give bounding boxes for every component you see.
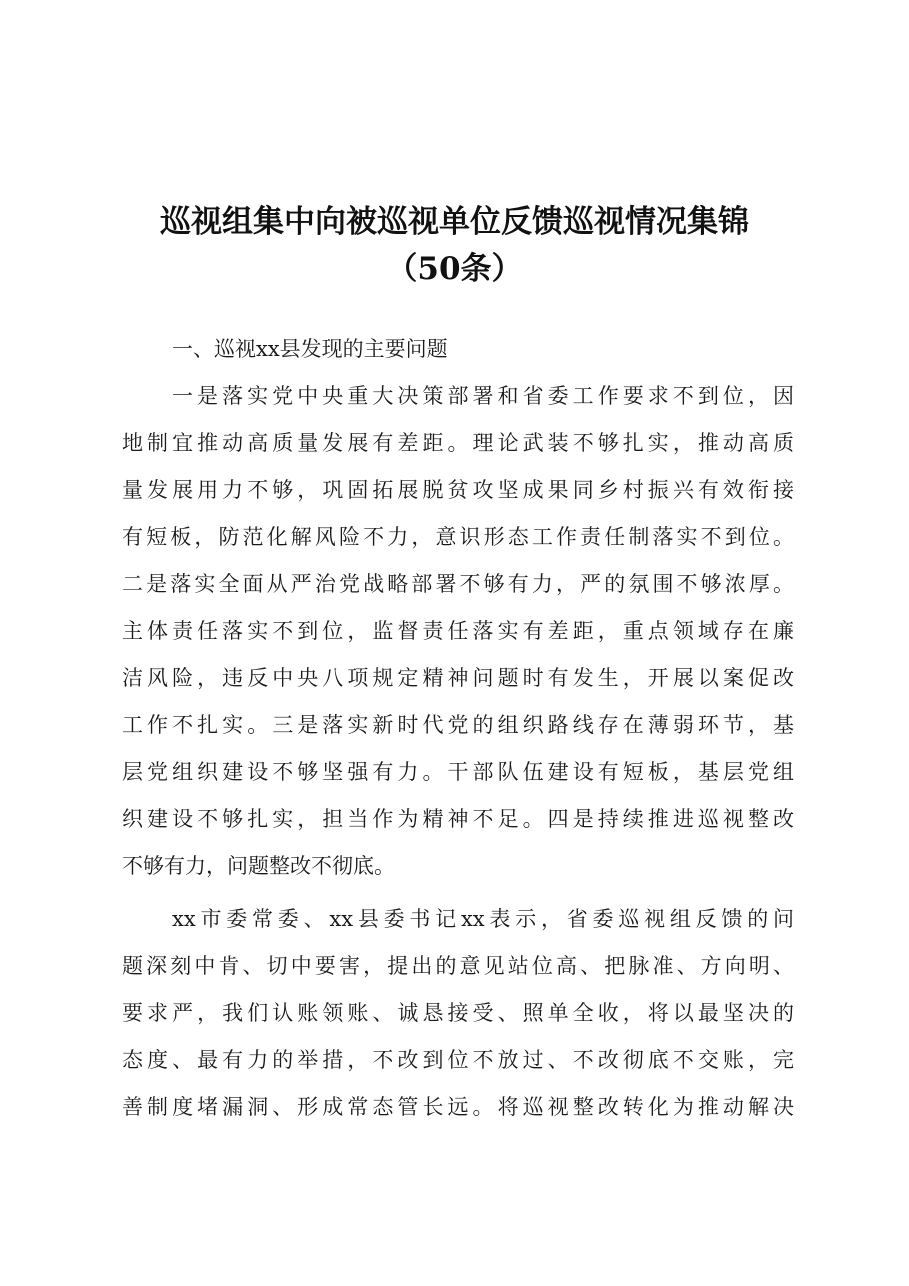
- paragraph-line: 洁风险，违反中央八项规定精神问题时有发生，开展以案促改: [122, 666, 794, 690]
- document-title: 巡视组集中向被巡视单位反馈巡视情况集锦: [160, 204, 749, 240]
- paragraph-line: 态度、最有力的举措，不改到位不放过、不改彻底不交账，完: [122, 1048, 794, 1072]
- paragraph-line: 织建设不够扎实，担当作为精神不足。四是持续推进巡视整改: [122, 807, 794, 831]
- paragraph-line: 要求严，我们认账领账、诚恳接受、照单全收，将以最坚决的: [122, 1001, 794, 1025]
- document-subtitle: （50条）: [386, 251, 523, 287]
- paragraph-line: 层党组织建设不够坚强有力。干部队伍建设有短板，基层党组: [122, 760, 794, 784]
- paragraph-line: 不够有力，问题整改不彻底。: [122, 854, 395, 878]
- paragraph-line: 善制度堵漏洞、形成常态管长远。将巡视整改转化为推动解决: [122, 1095, 794, 1119]
- paragraph-line: 工作不扎实。三是落实新时代党的组织路线存在薄弱环节，基: [122, 713, 794, 737]
- paragraph-line: 有短板，防范化解风险不力，意识形态工作责任制落实不到位。: [122, 525, 794, 549]
- section-heading: 一、巡视xx县发现的主要问题: [172, 337, 448, 361]
- paragraph-line: 量发展用力不够，巩固拓展脱贫攻坚成果同乡村振兴有效衔接: [122, 478, 794, 502]
- paragraph-line: 一是落实党中央重大决策部署和省委工作要求不到位，因: [172, 384, 794, 408]
- paragraph-line: 主体责任落实不到位，监督责任落实有差距，重点领域存在廉: [122, 619, 794, 643]
- paragraph-line: 地制宜推动高质量发展有差距。理论武装不够扎实，推动高质: [122, 431, 794, 455]
- paragraph-line: 题深刻中肯、切中要害，提出的意见站位高、把脉准、方向明、: [122, 954, 794, 978]
- paragraph-line: 二是落实全面从严治党战略部署不够有力，严的氛围不够浓厚。: [122, 572, 794, 596]
- paragraph-line: xx市委常委、xx县委书记xx表示，省委巡视组反馈的问: [172, 907, 794, 931]
